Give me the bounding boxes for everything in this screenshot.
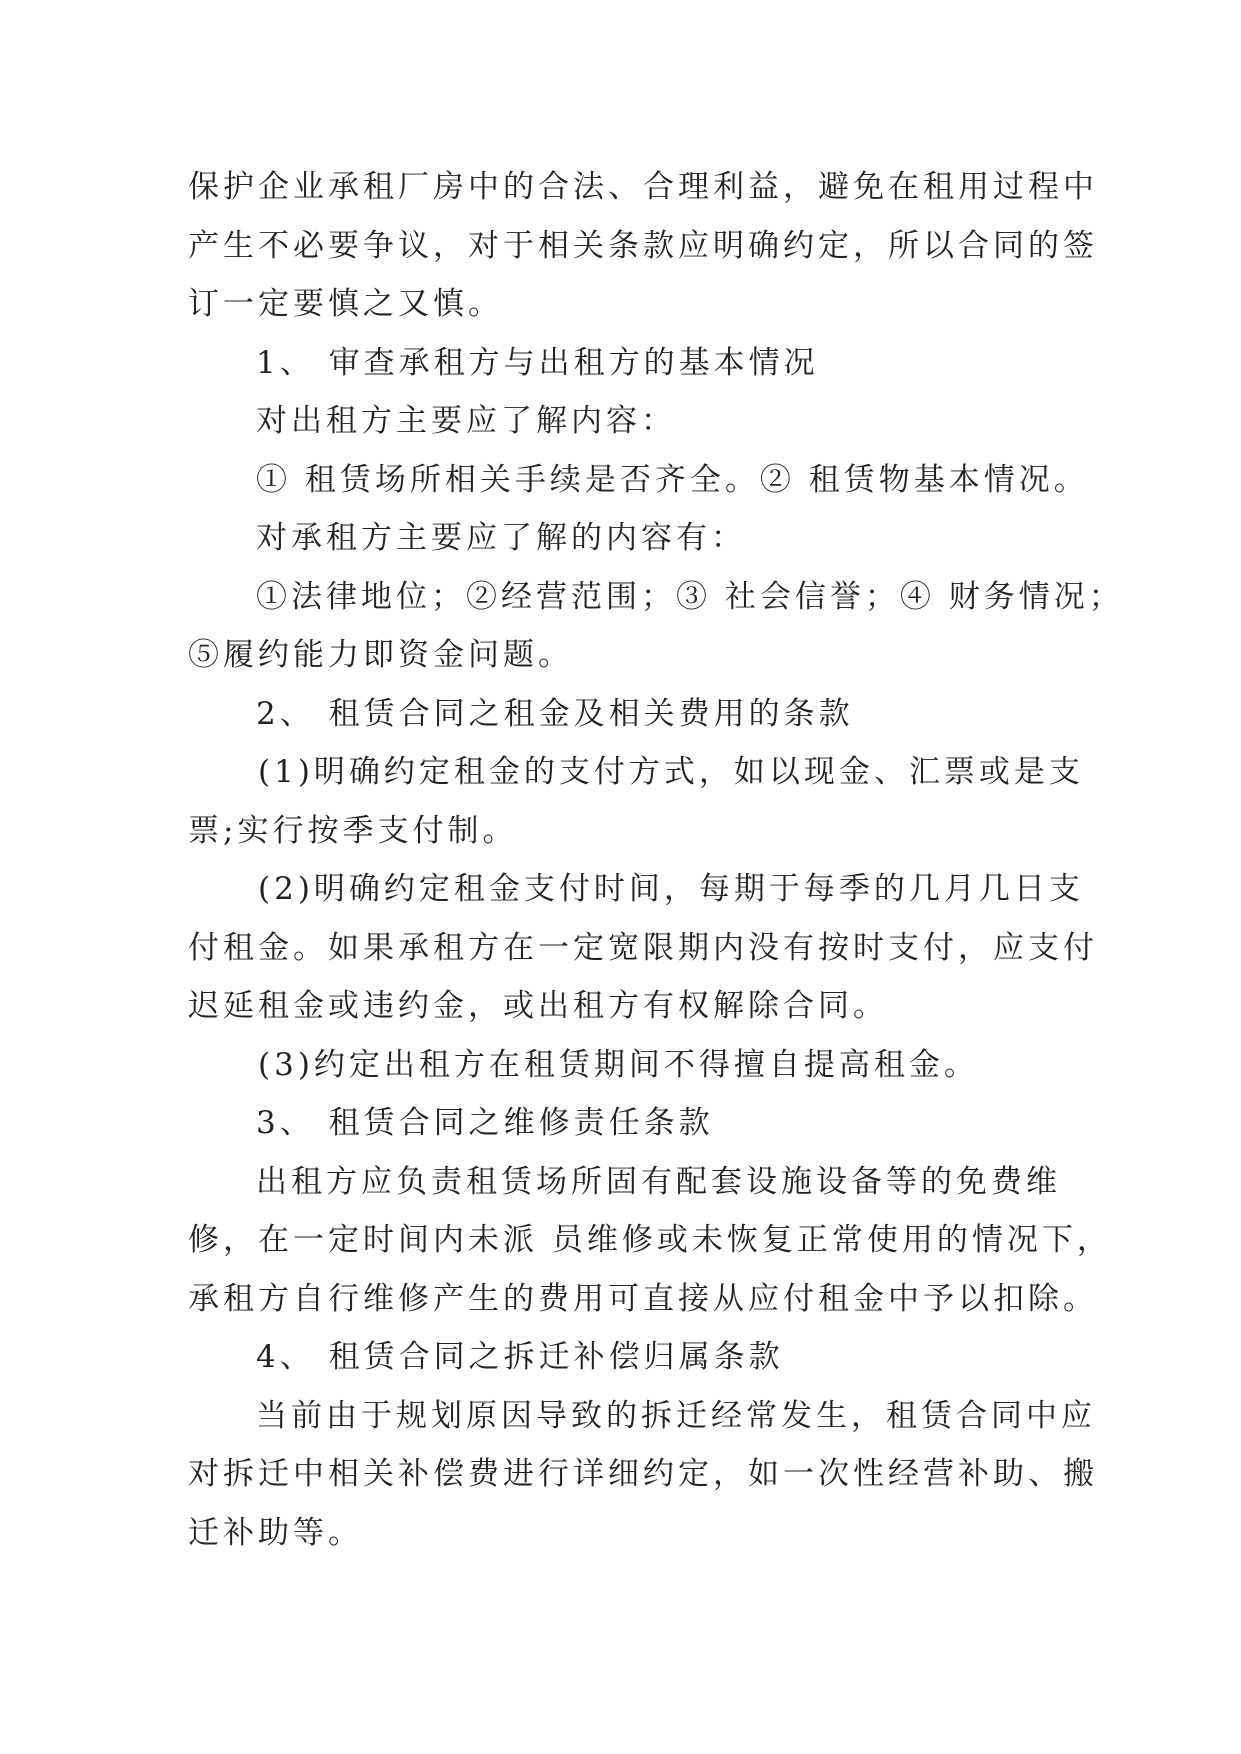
paragraph-line: ①法律地位；②经营范围；③ 社会信誉；④ 财务情况； [256,578,1124,615]
paragraph-line: 出租方应负责租赁场所固有配套设施设备等的免费维 [256,1163,1061,1200]
paragraph-line: 订一定要慎之又慎。 [188,286,503,322]
paragraph-line: 对拆迁中相关补偿费进行详细约定，如一次性经营补助、搬 [188,1456,1098,1492]
paragraph-line: 迟延租金或违约金，或出租方有权解除合同。 [188,988,888,1024]
paragraph-line: 对出租方主要应了解内容： [256,403,676,439]
paragraph-line: 当前由于规划原因导致的拆迁经常发生，租赁合同中应 [256,1397,1096,1434]
paragraph-line: 付租金。如果承租方在一定宽限期内没有按时支付，应支付 [188,929,1098,966]
paragraph-line: 迁补助等。 [188,1514,363,1551]
document-body [188,158,1124,1562]
paragraph-line: ① 租赁场所相关手续是否齐全。② 租赁物基本情况。 [256,461,1089,498]
paragraph-line: 承租方自行维修产生的费用可直接从应付租金中予以扣除。 [188,1280,1098,1317]
paragraph-line: 修，在一定时间内未派 员维修或未恢复正常使用的情况下， [188,1222,1112,1258]
paragraph-line: 产生不必要争议，对于相关条款应明确约定，所以合同的签 [188,227,1098,264]
paragraph-line: (3)约定出租方在租赁期间不得擅自提高租金。 [258,1046,979,1083]
section-heading-2: 2、 租赁合同之租金及相关费用的条款 [256,695,854,732]
paragraph-line: ⑤履约能力即资金问题。 [188,637,573,673]
section-heading-3: 3、 租赁合同之维修责任条款 [256,1105,714,1141]
paragraph-line: 对承租方主要应了解的内容有： [256,520,746,556]
section-heading-4: 4、 租赁合同之拆迁补偿归属条款 [256,1339,784,1375]
section-heading-1: 1、 审查承租方与出租方的基本情况 [256,344,819,381]
paragraph-line: 保护企业承租厂房中的合法、合理利益，避免在租用过程中 [188,169,1098,205]
paragraph-line: (1)明确约定租金的支付方式，如以现金、汇票或是支 [258,754,1084,790]
paragraph-line: 票;实行按季支付制。 [188,812,518,849]
paragraph-line: (2)明确约定租金支付时间，每期于每季的几月几日支 [258,871,1084,907]
